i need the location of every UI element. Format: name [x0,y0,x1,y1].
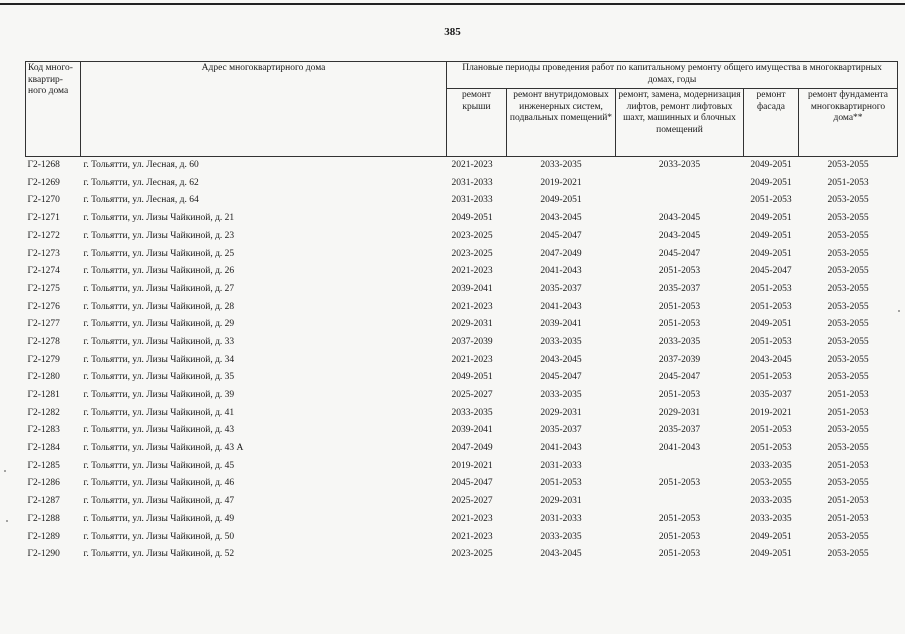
row-facade: 2043-2045 [750,354,792,365]
row-lifts: 2051-2053 [658,301,701,312]
table-row [26,387,898,405]
table-body [26,157,898,564]
row-address: г. Тольятти, ул. Лесная, д. 64 [83,195,199,206]
page-number: 385 [444,26,461,38]
table-row [26,245,898,263]
table-row [26,546,898,564]
row-roof: 2031-2033 [451,177,493,188]
row-facade: 2019-2021 [750,407,792,418]
row-code: Г2-1289 [27,531,60,542]
row-roof: 2037-2039 [451,336,493,347]
row-address: г. Тольятти, ул. Лизы Чайкиной, д. 27 [83,283,235,294]
table-row [26,228,898,246]
row-foundation: 2053-2055 [827,531,869,542]
table-row [26,493,898,511]
row-foundation: 2051-2053 [827,496,869,507]
row-roof: 2021-2023 [451,531,493,542]
header-engineering: ремонт внутридомовых инженерных систем, подвальных помещений* [507,89,616,157]
row-lifts: 2037-2039 [658,354,701,365]
row-roof: 2047-2049 [451,443,493,454]
row-lifts: 2045-2047 [658,248,701,259]
row-address: г. Тольятти, ул. Лизы Чайкиной, д. 21 [83,213,235,224]
row-address: г. Тольятти, ул. Лизы Чайкиной, д. 43 [83,425,235,436]
row-address: г. Тольятти, ул. Лизы Чайкиной, д. 45 [83,460,235,471]
table-row [26,157,898,175]
table-row [26,422,898,440]
table-row [26,281,898,299]
row-address: г. Тольятти, ул. Лизы Чайкиной, д. 34 [83,354,235,365]
row-lifts: 2051-2053 [658,478,701,489]
table-row [26,352,898,370]
row-code: Г2-1283 [27,425,60,436]
row-lifts: 2035-2037 [658,425,701,436]
row-engineering: 2033-2035 [540,531,582,542]
header-facade: ремонт фасада [744,89,799,157]
row-lifts: 2051-2053 [658,390,701,401]
row-code: Г2-1278 [27,336,60,347]
row-foundation: 2053-2055 [827,443,869,454]
row-code: Г2-1288 [27,513,60,524]
table-row [26,475,898,493]
table-row [26,175,898,193]
table-header [26,62,898,157]
row-roof: 2021-2023 [451,301,493,312]
row-engineering: 2035-2037 [540,283,582,294]
header-foundation: ремонт фундамента многоквартирного дома** [799,89,898,157]
row-foundation: 2053-2055 [827,425,869,436]
row-code: Г2-1287 [27,496,60,507]
row-roof: 2031-2033 [451,195,493,206]
row-facade: 2051-2053 [750,283,792,294]
row-foundation: 2053-2055 [827,301,869,312]
table-row [26,405,898,423]
row-code: Г2-1272 [27,230,60,241]
row-engineering: 2041-2043 [540,266,582,277]
row-address: г. Тольятти, ул. Лизы Чайкиной, д. 28 [83,301,235,312]
row-code: Г2-1277 [27,319,60,330]
row-roof: 2021-2023 [451,513,493,524]
row-lifts: 2051-2053 [658,549,701,560]
row-address: г. Тольятти, ул. Лизы Чайкиной, д. 39 [83,390,235,401]
row-lifts [616,175,744,193]
scan-speck [4,470,6,472]
row-foundation: 2051-2053 [827,460,869,471]
row-facade: 2051-2053 [750,372,792,383]
row-roof: 2049-2051 [451,372,493,383]
row-lifts: 2051-2053 [658,319,701,330]
row-code: Г2-1281 [27,390,60,401]
row-facade: 2051-2053 [750,443,792,454]
row-code: Г2-1274 [27,266,60,277]
row-foundation: 2053-2055 [827,319,869,330]
row-roof: 2021-2023 [451,354,493,365]
row-roof: 2033-2035 [451,407,493,418]
table-row [26,458,898,476]
scan-speck [6,520,8,522]
row-facade: 2049-2051 [750,177,792,188]
row-lifts: 2041-2043 [658,443,701,454]
row-engineering: 2029-2031 [540,496,582,507]
row-facade: 2049-2051 [750,549,792,560]
row-foundation: 2051-2053 [827,390,869,401]
row-lifts: 2043-2045 [658,213,701,224]
row-lifts: 2033-2035 [658,160,701,171]
row-roof: 2025-2027 [451,496,493,507]
row-code: Г2-1285 [27,460,60,471]
row-lifts: 2051-2053 [658,513,701,524]
row-code: Г2-1286 [27,478,60,489]
row-address: г. Тольятти, ул. Лизы Чайкиной, д. 29 [83,319,235,330]
row-lifts: 2033-2035 [658,336,701,347]
row-address: г. Тольятти, ул. Лизы Чайкиной, д. 50 [83,531,235,542]
row-code: Г2-1280 [27,372,60,383]
row-engineering: 2041-2043 [540,301,582,312]
row-roof: 2045-2047 [451,478,493,489]
row-facade: 2033-2035 [750,496,792,507]
table-row [26,528,898,546]
row-code: Г2-1290 [27,549,60,560]
row-roof: 2025-2027 [451,390,493,401]
row-roof: 2023-2025 [451,230,493,241]
row-code: Г2-1275 [27,283,60,294]
row-engineering: 2031-2033 [540,460,582,471]
row-address: г. Тольятти, ул. Лизы Чайкиной, д. 25 [83,248,235,259]
row-engineering: 2039-2041 [540,319,582,330]
row-address: г. Тольятти, ул. Лизы Чайкиной, д. 35 [83,372,235,383]
row-engineering: 2035-2037 [540,425,582,436]
header-roof: ремонт крыши [447,89,507,157]
row-code: Г2-1273 [27,248,60,259]
row-facade: 2053-2055 [750,478,792,489]
table-row [26,440,898,458]
row-foundation: 2053-2055 [827,549,869,560]
row-facade: 2049-2051 [750,531,792,542]
row-engineering: 2045-2047 [540,372,582,383]
row-facade: 2051-2053 [750,425,792,436]
row-foundation: 2053-2055 [827,283,869,294]
row-foundation: 2053-2055 [827,478,869,489]
row-facade: 2051-2053 [750,336,792,347]
row-address: г. Тольятти, ул. Лизы Чайкиной, д. 41 [83,407,235,418]
row-engineering: 2049-2051 [540,195,582,206]
row-foundation: 2051-2053 [827,177,869,188]
row-lifts: 2029-2031 [658,407,701,418]
row-address: г. Тольятти, ул. Лизы Чайкиной, д. 33 [83,336,235,347]
row-roof: 2049-2051 [451,213,493,224]
row-engineering: 2051-2053 [540,478,582,489]
row-roof: 2023-2025 [451,248,493,259]
table-row [26,316,898,334]
table-row [26,192,898,210]
row-engineering: 2041-2043 [540,443,582,454]
row-address: г. Тольятти, ул. Лизы Чайкиной, д. 47 [83,496,235,507]
row-lifts: 2051-2053 [658,531,701,542]
row-address: г. Тольятти, ул. Лизы Чайкиной, д. 46 [83,478,235,489]
row-address: г. Тольятти, ул. Лизы Чайкиной, д. 26 [83,266,235,277]
table-row [26,299,898,317]
row-engineering: 2033-2035 [540,390,582,401]
row-foundation: 2053-2055 [827,266,869,277]
table-row [26,369,898,387]
row-foundation: 2053-2055 [827,248,869,259]
row-lifts: 2051-2053 [658,266,701,277]
row-code: Г2-1282 [27,407,60,418]
row-facade: 2033-2035 [750,513,792,524]
row-foundation: 2053-2055 [827,354,869,365]
page-top-rule [0,3,905,5]
row-engineering: 2031-2033 [540,513,582,524]
row-roof: 2039-2041 [451,283,493,294]
row-engineering: 2033-2035 [540,336,582,347]
table-row [26,334,898,352]
row-lifts [616,192,744,210]
row-lifts: 2035-2037 [658,283,701,294]
row-address: г. Тольятти, ул. Лизы Чайкиной, д. 52 [83,549,235,560]
row-foundation: 2053-2055 [827,372,869,383]
row-facade: 2051-2053 [750,195,792,206]
row-facade: 2051-2053 [750,301,792,312]
row-facade: 2049-2051 [750,230,792,241]
row-address: г. Тольятти, ул. Лесная, д. 60 [83,160,199,171]
row-lifts: 2043-2045 [658,230,701,241]
row-roof: 2019-2021 [451,460,493,471]
row-code: Г2-1269 [27,177,60,188]
row-address: г. Тольятти, ул. Лизы Чайкиной, д. 23 [83,230,235,241]
row-roof: 2021-2023 [451,266,493,277]
table-row [26,263,898,281]
row-foundation: 2051-2053 [827,407,869,418]
header-lifts: ремонт, замена, модернизация лифтов, ремонт лифтовых шахт, машинных и блочных помещений [616,89,744,157]
row-code: Г2-1276 [27,301,60,312]
row-facade: 2049-2051 [750,319,792,330]
table-row [26,511,898,529]
table-row [26,210,898,228]
row-facade: 2045-2047 [750,266,792,277]
row-facade: 2049-2051 [750,248,792,259]
row-address: г. Тольятти, ул. Лесная, д. 62 [83,177,199,188]
row-facade: 2033-2035 [750,460,792,471]
row-engineering: 2043-2045 [540,213,582,224]
header-code: Код много-квартир-ного дома [26,62,81,157]
row-code: Г2-1271 [27,213,60,224]
row-address: г. Тольятти, ул. Лизы Чайкиной, д. 49 [83,513,235,524]
row-roof: 2029-2031 [451,319,493,330]
row-code: Г2-1284 [27,443,60,454]
row-foundation: 2053-2055 [827,160,869,171]
row-facade: 2035-2037 [750,390,792,401]
row-engineering: 2047-2049 [540,248,582,259]
row-engineering: 2033-2035 [540,160,582,171]
row-foundation: 2053-2055 [827,195,869,206]
row-engineering: 2045-2047 [540,230,582,241]
header-address: Адрес многоквартирного дома [81,62,447,157]
row-code: Г2-1279 [27,354,60,365]
header-periods: Плановые периоды проведения работ по капитальному ремонту общего имущества в многоквартирных домах, годы [447,62,898,89]
row-lifts [616,493,744,511]
row-address: г. Тольятти, ул. Лизы Чайкиной, д. 43 А [83,443,244,454]
row-foundation: 2051-2053 [827,513,869,524]
row-foundation: 2053-2055 [827,230,869,241]
row-foundation: 2053-2055 [827,213,869,224]
repair-schedule-table [25,61,898,564]
row-facade: 2049-2051 [750,213,792,224]
row-code: Г2-1268 [27,160,60,171]
scan-speck [898,310,900,312]
row-foundation: 2053-2055 [827,336,869,347]
row-engineering: 2029-2031 [540,407,582,418]
row-engineering: 2043-2045 [540,549,582,560]
row-roof: 2023-2025 [451,549,493,560]
row-engineering: 2019-2021 [540,177,582,188]
row-code: Г2-1270 [27,195,60,206]
row-facade: 2049-2051 [750,160,792,171]
row-roof: 2039-2041 [451,425,493,436]
row-lifts [616,458,744,476]
row-lifts: 2045-2047 [658,372,701,383]
row-engineering: 2043-2045 [540,354,582,365]
row-roof: 2021-2023 [451,160,493,171]
